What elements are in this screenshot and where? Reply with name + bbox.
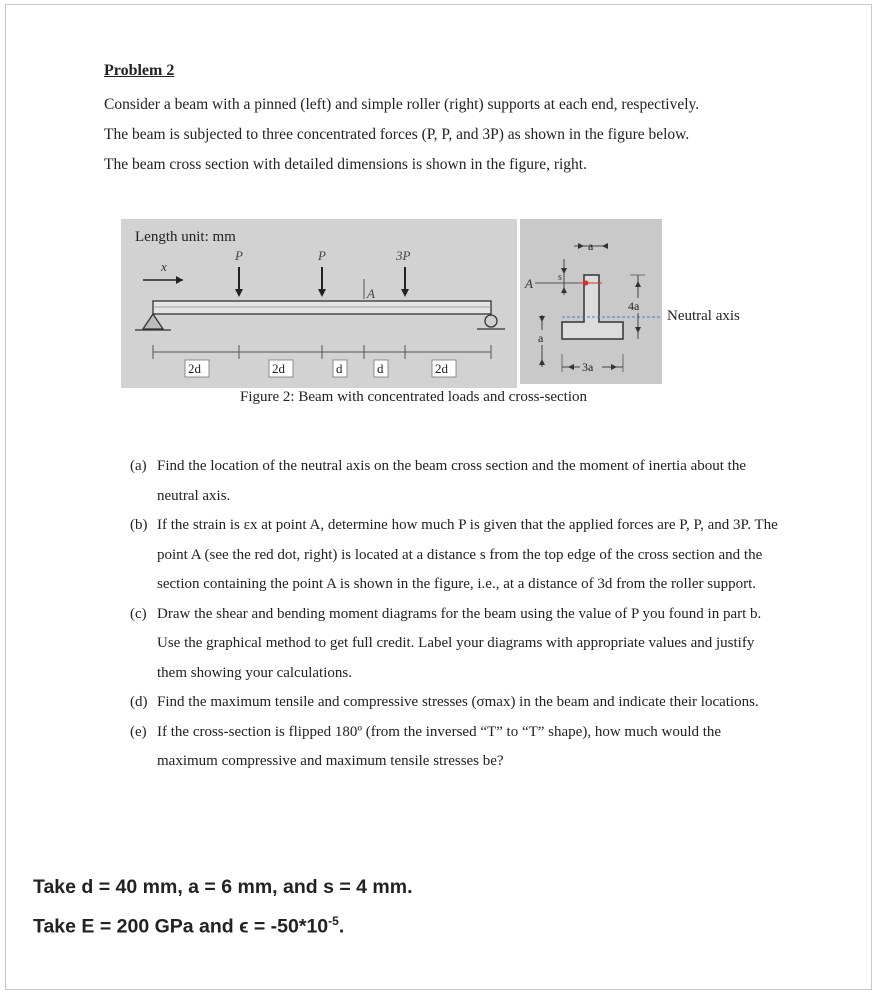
load-arrowhead-3p [401,289,409,297]
given-line-2-end: . [338,915,345,938]
given-line-1: Take d = 40 mm, a = 6 mm, and s = 4 mm. [33,876,413,898]
point-a-label: A [525,276,533,291]
dimension-labels [185,360,456,377]
bottom-arrow [568,364,574,370]
s-label: s [558,272,562,283]
intro-line: Consider a beam with a pinned (left) and simple roller (right) supports at each end, respectively. [104,96,700,113]
part-text: If the cross-section is flipped 180º (from the inversed “T” to “T” shape), how much would the maximum compressive and maximum tensile stresses be? [157,723,722,769]
load-label-3p: 3P [396,248,411,263]
height-arrow [635,327,641,333]
figure-caption: Figure 2: Beam with concentrated loads and cross-section [240,389,587,405]
top-width-label: a [588,239,594,253]
inverted-t-section [562,275,623,339]
point-a-dot [584,281,589,286]
dim-label: d [336,361,343,376]
flange-arrow [539,316,545,322]
problem-title: Problem 2 [104,62,175,79]
part-a [130,452,780,511]
load-arrowhead-p1 [235,289,243,297]
load-label-p1: P [235,248,243,263]
beam-figure [121,219,517,388]
problem-intro [104,90,784,180]
beam [153,301,491,314]
part-text: Draw the shear and bending moment diagrams for the beam using the value of P you found in part b. Use the graphical method to get full credit. Label your diagrams with appropriate values and justify them showing your calculations. [157,605,762,681]
part-c [130,600,780,689]
height-label: 4a [628,299,640,313]
given-line-2-text: Take E = 200 GPa and ϵ = -50*10 [33,915,329,938]
top-width-arrow [578,243,584,249]
part-b [130,511,780,600]
dim-label: 2d [435,361,448,376]
flange-arrow [539,359,545,365]
part-e [130,718,780,777]
load-arrowhead-p2 [318,289,326,297]
length-unit-label: Length unit: mm [135,229,236,245]
flange-label: a [538,331,544,345]
x-axis-label: x [161,259,167,274]
question-parts [130,452,780,777]
neutral-axis-label: Neutral axis [667,308,740,324]
dim-label: 2d [188,361,201,376]
part-label: (b) [130,517,148,533]
given-line-2 [33,904,413,944]
x-arrow-head [176,276,183,284]
dim-label: 2d [272,361,285,376]
bottom-arrow [611,364,617,370]
beam-diagram [121,219,517,388]
part-label: (c) [130,605,147,622]
dim-label: d [377,361,384,376]
part-text: Find the location of the neutral axis on the beam cross section and the moment of inertia about the neutral axis. [157,458,747,504]
roller-support [485,315,497,327]
intro-line: The beam cross section with detailed dimensions is shown in the figure, right. [104,156,587,173]
s-arrow [561,287,567,293]
cross-section-diagram [520,219,662,384]
cross-section-figure [520,219,662,384]
load-label-p2: P [318,248,326,263]
pinned-support [143,314,163,329]
part-label: (d) [130,694,148,710]
part-label: (a) [130,458,147,474]
given-values [33,870,413,944]
part-d [130,688,780,718]
given-exponent: -5 [328,914,339,928]
top-width-arrow [602,243,608,249]
bottom-width-label: 3a [582,360,594,374]
part-text: Find the maximum tensile and compressive stresses (σmax) in the beam and indicate their locations. [157,694,759,710]
part-text: If the strain is εx at point A, determine how much P is given that the applied forces are P, P, and 3P. The point A (see the red dot, right) is located at a distance s from the top edge of the cross section and the section containing the point A is shown in the figure, i.e., at a distance of 3d from the roller support. [157,517,778,592]
intro-line: The beam is subjected to three concentrated forces (P, P, and 3P) as shown in the figure below. [104,126,690,143]
part-label: (e) [130,723,147,740]
section-a-label: A [367,286,375,301]
height-arrow [635,281,641,287]
